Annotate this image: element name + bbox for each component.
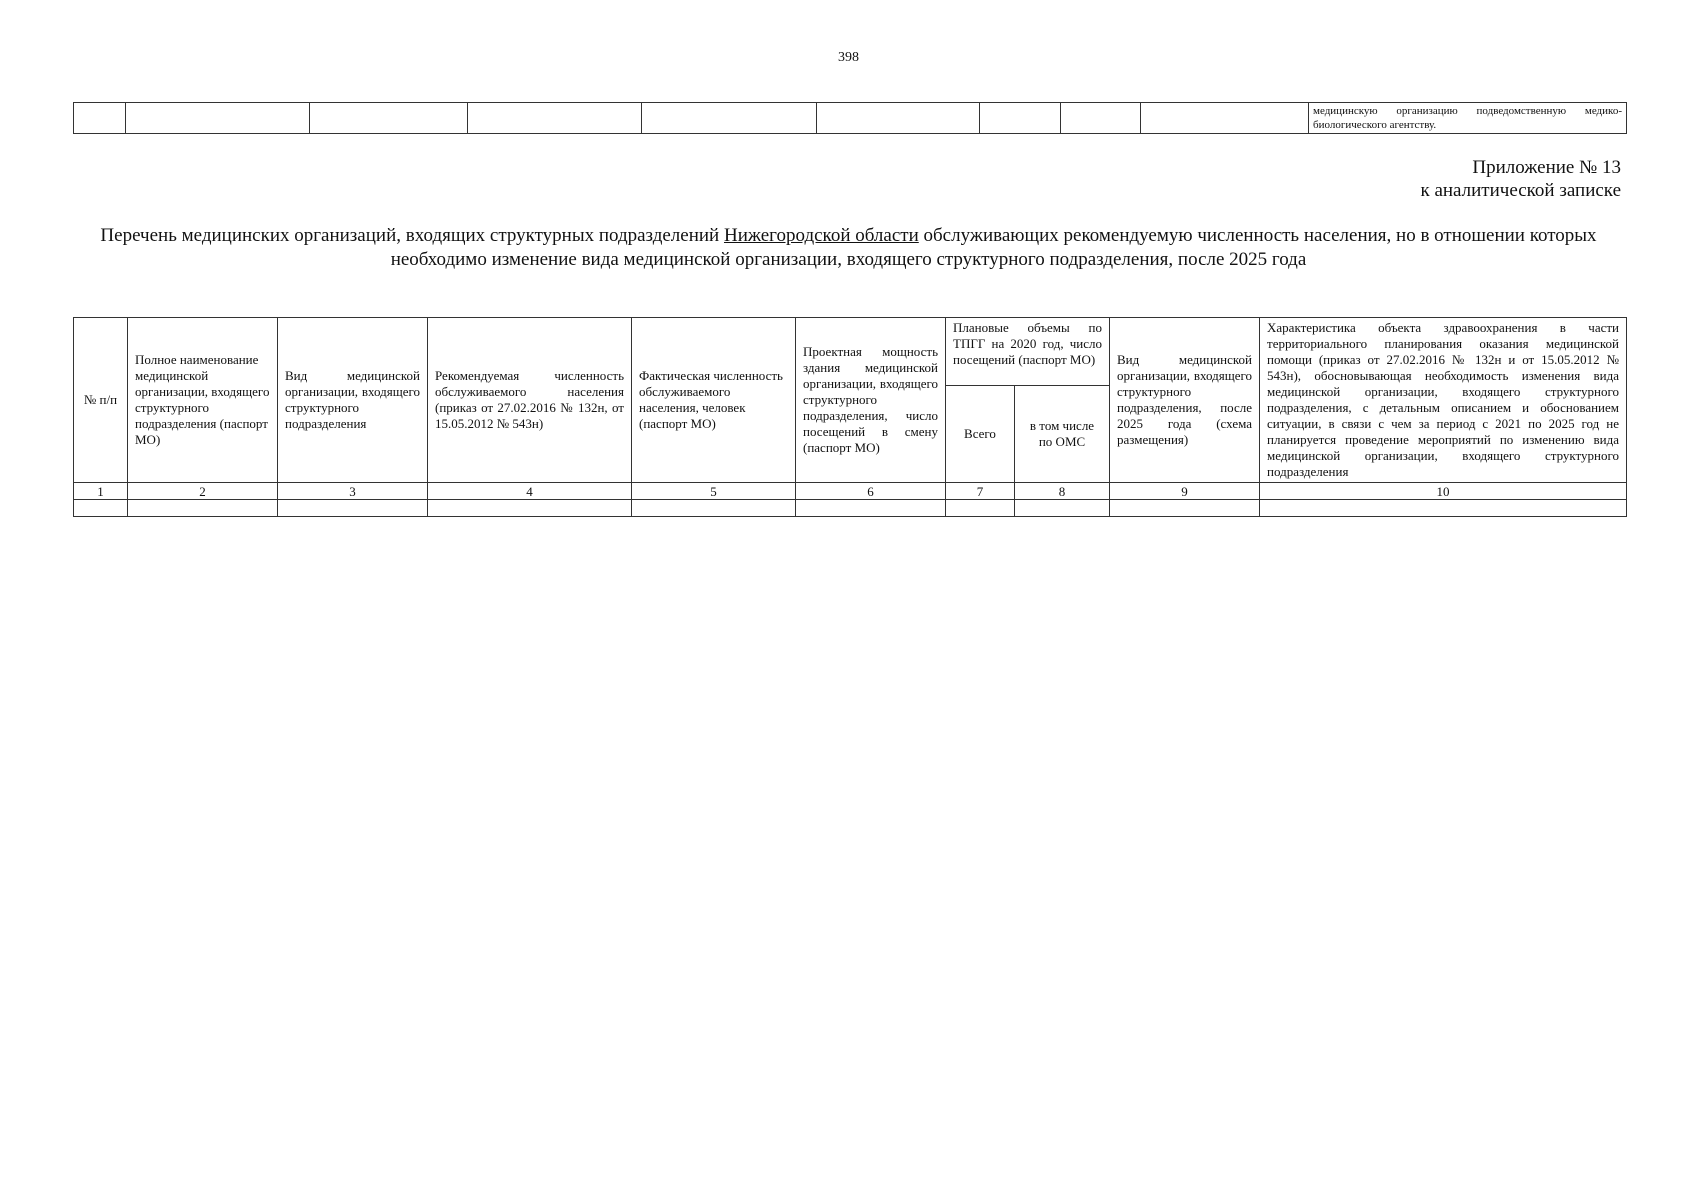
column-number: 7 [946,483,1015,500]
prev-cell [1061,103,1141,134]
table-cell [1015,500,1110,517]
header-row-1 [74,318,1627,386]
table-cell [1260,500,1627,517]
table-row-empty [74,500,1627,517]
prev-cell [310,103,468,134]
header-col-8: в том числе по ОМС [1015,386,1110,483]
table-cell [632,500,796,517]
header-planned-volumes: Плановые объемы по ТПГГ на 2020 год, число посещений (паспорт МО) [946,318,1110,386]
header-col-4: Рекомендуемая численность обслуживаемого населения (приказ от 27.02.2016 № 132н, от 15.05.2012 № 543н) [428,318,632,483]
table-cell [796,500,946,517]
header-col-10: Характеристика объекта здравоохранения в части территориального планирования оказания медицинской помощи (приказ от 27.02.2016 № 132н и от 15.05.2012 № 543н), обосновывающая необходимость изменения вида медицинской организации, входящего структурного подразделения, с детальным описанием и обоснованием ситуации, в связи с чем за период с 2021 по 2025 год не планируется проведение мероприятий по изменению вида медицинской организации, входящего структурного подразделения [1260,318,1627,483]
prev-cell [980,103,1061,134]
column-number: 6 [796,483,946,500]
previous-table-row [74,103,1627,134]
header-col-9: Вид медицинской организации, входящего структурного подразделения, после 2025 года (схема размещения) [1110,318,1260,483]
header-col-6: Проектная мощность здания медицинской организации, входящего структурного подразделения, число посещений в смену (паспорт МО) [796,318,946,483]
document-title [80,224,1617,272]
appendix-label [1420,156,1621,202]
organizations-table [73,317,1627,517]
table-cell [946,500,1015,517]
column-number: 10 [1260,483,1627,500]
column-number: 2 [128,483,278,500]
column-number: 5 [632,483,796,500]
appendix-reference: к аналитической записке [1420,180,1621,201]
title-part-2: обслуживающих рекомендуемую численность населения, но в отношении которых необходимо изменение вида медицинской организации, входящего структурного подразделения, после 2025 года [390,225,1597,270]
appendix-number: Приложение № 13 [1472,157,1621,178]
column-number-row [74,483,1627,500]
prev-cell [642,103,817,134]
table-cell [1110,500,1260,517]
page-number: 398 [838,50,859,65]
header-col-1: № п/п [74,318,128,483]
column-number: 3 [278,483,428,500]
column-number: 9 [1110,483,1260,500]
column-number: 4 [428,483,632,500]
prev-cell [817,103,980,134]
prev-cell [1141,103,1309,134]
table-cell [74,500,128,517]
header-col-7: Всего [946,386,1015,483]
title-region: Нижегородской области [723,225,919,246]
header-col-5: Фактическая численность обслуживаемого населения, человек (паспорт МО) [632,318,796,483]
table-cell [278,500,428,517]
table-cell [428,500,632,517]
prev-cell [74,103,126,134]
header-col-2: Полное наименование медицинской организации, входящего структурного подразделения (паспорт МО) [128,318,278,483]
prev-note-cell: медицинскую организацию подведомственную медико-биологического агентству. [1309,103,1627,134]
table-cell [128,500,278,517]
column-number: 8 [1015,483,1110,500]
previous-table-fragment [73,102,1627,134]
column-number: 1 [74,483,128,500]
prev-cell [468,103,642,134]
title-part-1: Перечень медицинских организаций, входящих структурных подразделений [100,225,724,246]
header-col-3: Вид медицинской организации, входящего структурного подразделения [278,318,428,483]
prev-cell [126,103,310,134]
